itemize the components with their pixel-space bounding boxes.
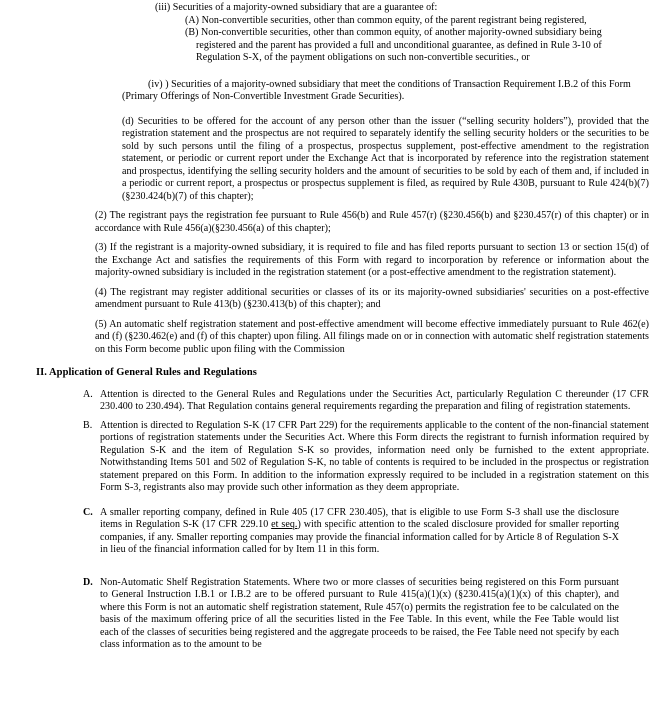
section-heading: II. Application of General Rules and Regulations xyxy=(36,367,257,378)
clause-iii-intro: (iii) Securities of a majority-owned subsidiary that are a guarantee of: xyxy=(155,2,438,13)
numbered-clause-3: (3) If the registrant is a majority-owned subsidiary, it is required to file and has filed reports pursuant to section 13 or section 15(d) of the Exchange Act and satisfies the requirements of this Form with regard to incorporation by reference or information about the majority-owned subsidiary is included in the registration statement (or a post-effective amendment to the registration statement). xyxy=(95,242,649,278)
item-d-text: Non-Automatic Shelf Registration Statements. Where two or more classes of securities being registered on this Form pursuant to General Instruction I.B.1 or I.B.2 are to be offered pursuant to Rule 415(a)(1)(x) (§230.415(a)(1)(x) of this chapter), and where this Form is not an automatic shelf registration statement, Rule 457(o) permits the registration fee to be calculated on the basis of the maximum offering price of all the securities listed in the Fee Table. In this event, while the Fee Table would list each of the classes of securities being registered and the aggregate proceeds to be raised, the Fee Table need not specify by each class information as to the amount to be xyxy=(100,576,619,650)
numbered-clause-4: (4) The registrant may register additional securities or classes of its or its majority-owned subsidiaries' securities on a post-effective amendment pursuant to Rule 413(b) (§230.413(b) of this chapter); and xyxy=(95,286,649,310)
item-a-marker: A. xyxy=(83,388,93,400)
clause-iii-item-a: (A) Non-convertible securities, other than common equity, of the parent registrant being registered, xyxy=(185,14,587,26)
clause-iv-paragraph: (iv) ) Securities of a majority-owned subsidiary that meet the conditions of Transaction Requirement I.B.2 of this Form (Primary Offerings of Non-Convertible Investment Grade Securities). xyxy=(122,78,631,102)
item-c-text-before: A smaller reporting company, defined in Rule 405 (17 CFR 230.405), that is eligible to use Form S-3 shall use the disclosure items in Regulation S-K (17 CFR 229.10 xyxy=(100,506,619,530)
numbered-clause-2: (2) The registrant pays the registration fee pursuant to Rule 456(b) and Rule 457(r) (§230.456(b) and §230.457(r) of this chapter) or in accordance with Rule 456(a)(§230.456(a) of this chapter); xyxy=(95,210,649,234)
lettered-item-b xyxy=(83,420,649,495)
lettered-item-a xyxy=(83,389,649,414)
lettered-item-c xyxy=(83,507,619,557)
item-b-text: Attention is directed to Regulation S-K (17 CFR Part 229) for the requirements applicable to the content of the non-financial statement portions of registration statements under the Securities Act. Where this Form directs the registrant to furnish information required by Regulation S-K and the item of Regulation S-K so provides, information need only be furnished to the extent appropriate. Notwithstanding Items 501 and 502 of Regulation S-K, no table of contents is required to be included in the prospectus or registration statement prepared on this Form. In addition to the information expressly required to be included in a registration statement on this Form S-3, registrants also may provide such other information as they deem appropriate. xyxy=(100,419,649,493)
item-d-marker: D. xyxy=(83,576,93,588)
clause-iii-block xyxy=(155,2,646,65)
item-c-text xyxy=(100,507,619,557)
clause-d-paragraph: (d) Securities to be offered for the account of any person other than the issuer (“selling security holders”), provided that the registration statement and the prospectus are not required to separately identify the selling security holders or the securities to be sold by such persons until the filing of a prospectus, prospectus supplement, post-effective amendment to the registration statement, or periodic or current report under the Exchange Act that is incorporated by reference into the registration statement and prospectus, identifying the selling security holders and the amount of securities to be sold by each of them and, if included in a periodic or current report, a prospectus or prospectus supplement is filed, as required by Rule 430B, pursuant to Rule 424(b)(7)(§230.424(b)(7) of this chapter); xyxy=(122,115,649,202)
item-c-text-after: ) with specific attention to the scaled disclosure provided for smaller reporting companies, if any. Smaller reporting companies may provide the financial information called for by Article 8 of Regulation S-X in lieu of the financial information called for by Item 11 in this form. xyxy=(100,519,619,555)
item-a-text: Attention is directed to the General Rules and Regulations under the Securities Act, particularly Regulation C thereunder (17 CFR 230.400 to 230.494). That Regulation contains general requirements regarding the preparation and filing of registration statements. xyxy=(100,388,649,412)
item-c-underlined-citation: et seq. xyxy=(271,519,298,530)
clause-iii-item-b: (B) Non-convertible securities, other than common equity, of another majority-owned subsidiary being registered and the parent has provided a full and unconditional guarantee, as defined in Rule 3-10 of Regulation S-X, of the payment obligations on such non-convertible securities., or xyxy=(185,27,602,63)
item-b-marker: B. xyxy=(83,419,93,431)
numbered-clause-5: (5) An automatic shelf registration statement and post-effective amendment will become effective immediately pursuant to Rule 462(e) and (f) (§230.462(e) and (f) of this chapter) upon filing. All filings made on or in connection with automatic shelf registration statements on this Form become public upon filing with the Commission xyxy=(95,318,649,355)
item-c-marker: C. xyxy=(83,506,93,518)
lettered-item-d xyxy=(83,577,619,652)
